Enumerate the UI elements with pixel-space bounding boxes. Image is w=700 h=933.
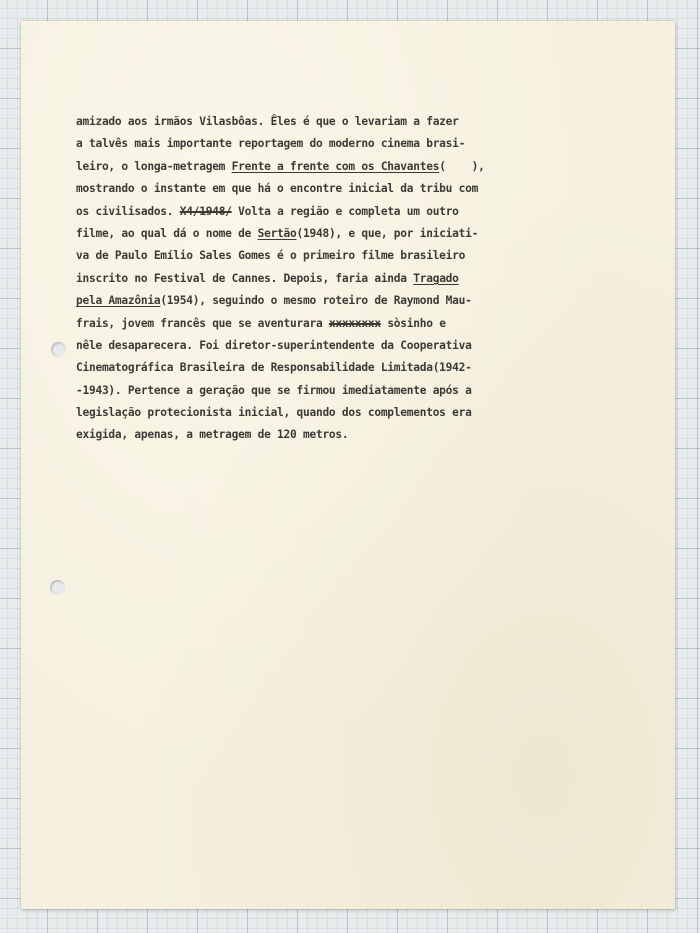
text-line-8: inscrito no Festival de Cannes. Depois, faria ainda Tragado [76, 271, 459, 285]
text-line-12: Cinematográfica Brasileira de Responsabilidade Limitada(1942- [76, 361, 472, 375]
text-line-10: frais, jovem francês que se aventurara xxxxxxxx sòsinho e [76, 316, 446, 330]
text-line-15: exigida, apenas, a metragem de 120 metros. [76, 428, 349, 442]
text-line-11: nêle desaparecera. Foi diretor-superintendente da Cooperativa [76, 338, 472, 352]
film-title-underline: Tragado [413, 271, 459, 285]
typewritten-body [76, 111, 596, 447]
film-title-underline: pela Amazônia [76, 294, 161, 308]
punch-hole [51, 342, 66, 357]
text-line-9: pela Amazônia(1954), seguindo o mesmo roteiro de Raymond Mau- [76, 294, 472, 308]
text-line-14: legislação protecionista inicial, quando dos complementos era [76, 406, 472, 420]
text-line-4: mostrando o instante em que há o encontre inicial da tribu com [76, 182, 479, 196]
struck-date: X4/1948/ [179, 204, 232, 218]
struck-typing: xxxxxxxx [328, 316, 381, 330]
text-line-5: os civilisados. X4/1948/ Volta a região e completa um outro [76, 204, 459, 218]
text-line-13: -1943). Pertence a geração que se firmou imediatamente após a [76, 383, 472, 397]
punch-hole [50, 580, 65, 595]
film-title-underline: Sertão [257, 226, 297, 240]
text-line-1: amizado aos irmãos Vilasbôas. Êles é que o levariam a fazer [76, 115, 459, 128]
film-title-underline: Frente a frente com os Chavantes [231, 159, 440, 173]
text-line-6: filme, ao qual dá o nome de Sertão(1948), e que, por iniciati- [76, 226, 479, 240]
text-line-7: va de Paulo Emílio Sales Gomes é o primeiro filme brasileiro [76, 249, 466, 263]
text-line-3: leiro, o longa-metragem Frente a frente com os Chavantes( ), [76, 159, 485, 173]
text-line-2: a talvês mais importante reportagem do moderno cinema brasi- [76, 137, 466, 151]
